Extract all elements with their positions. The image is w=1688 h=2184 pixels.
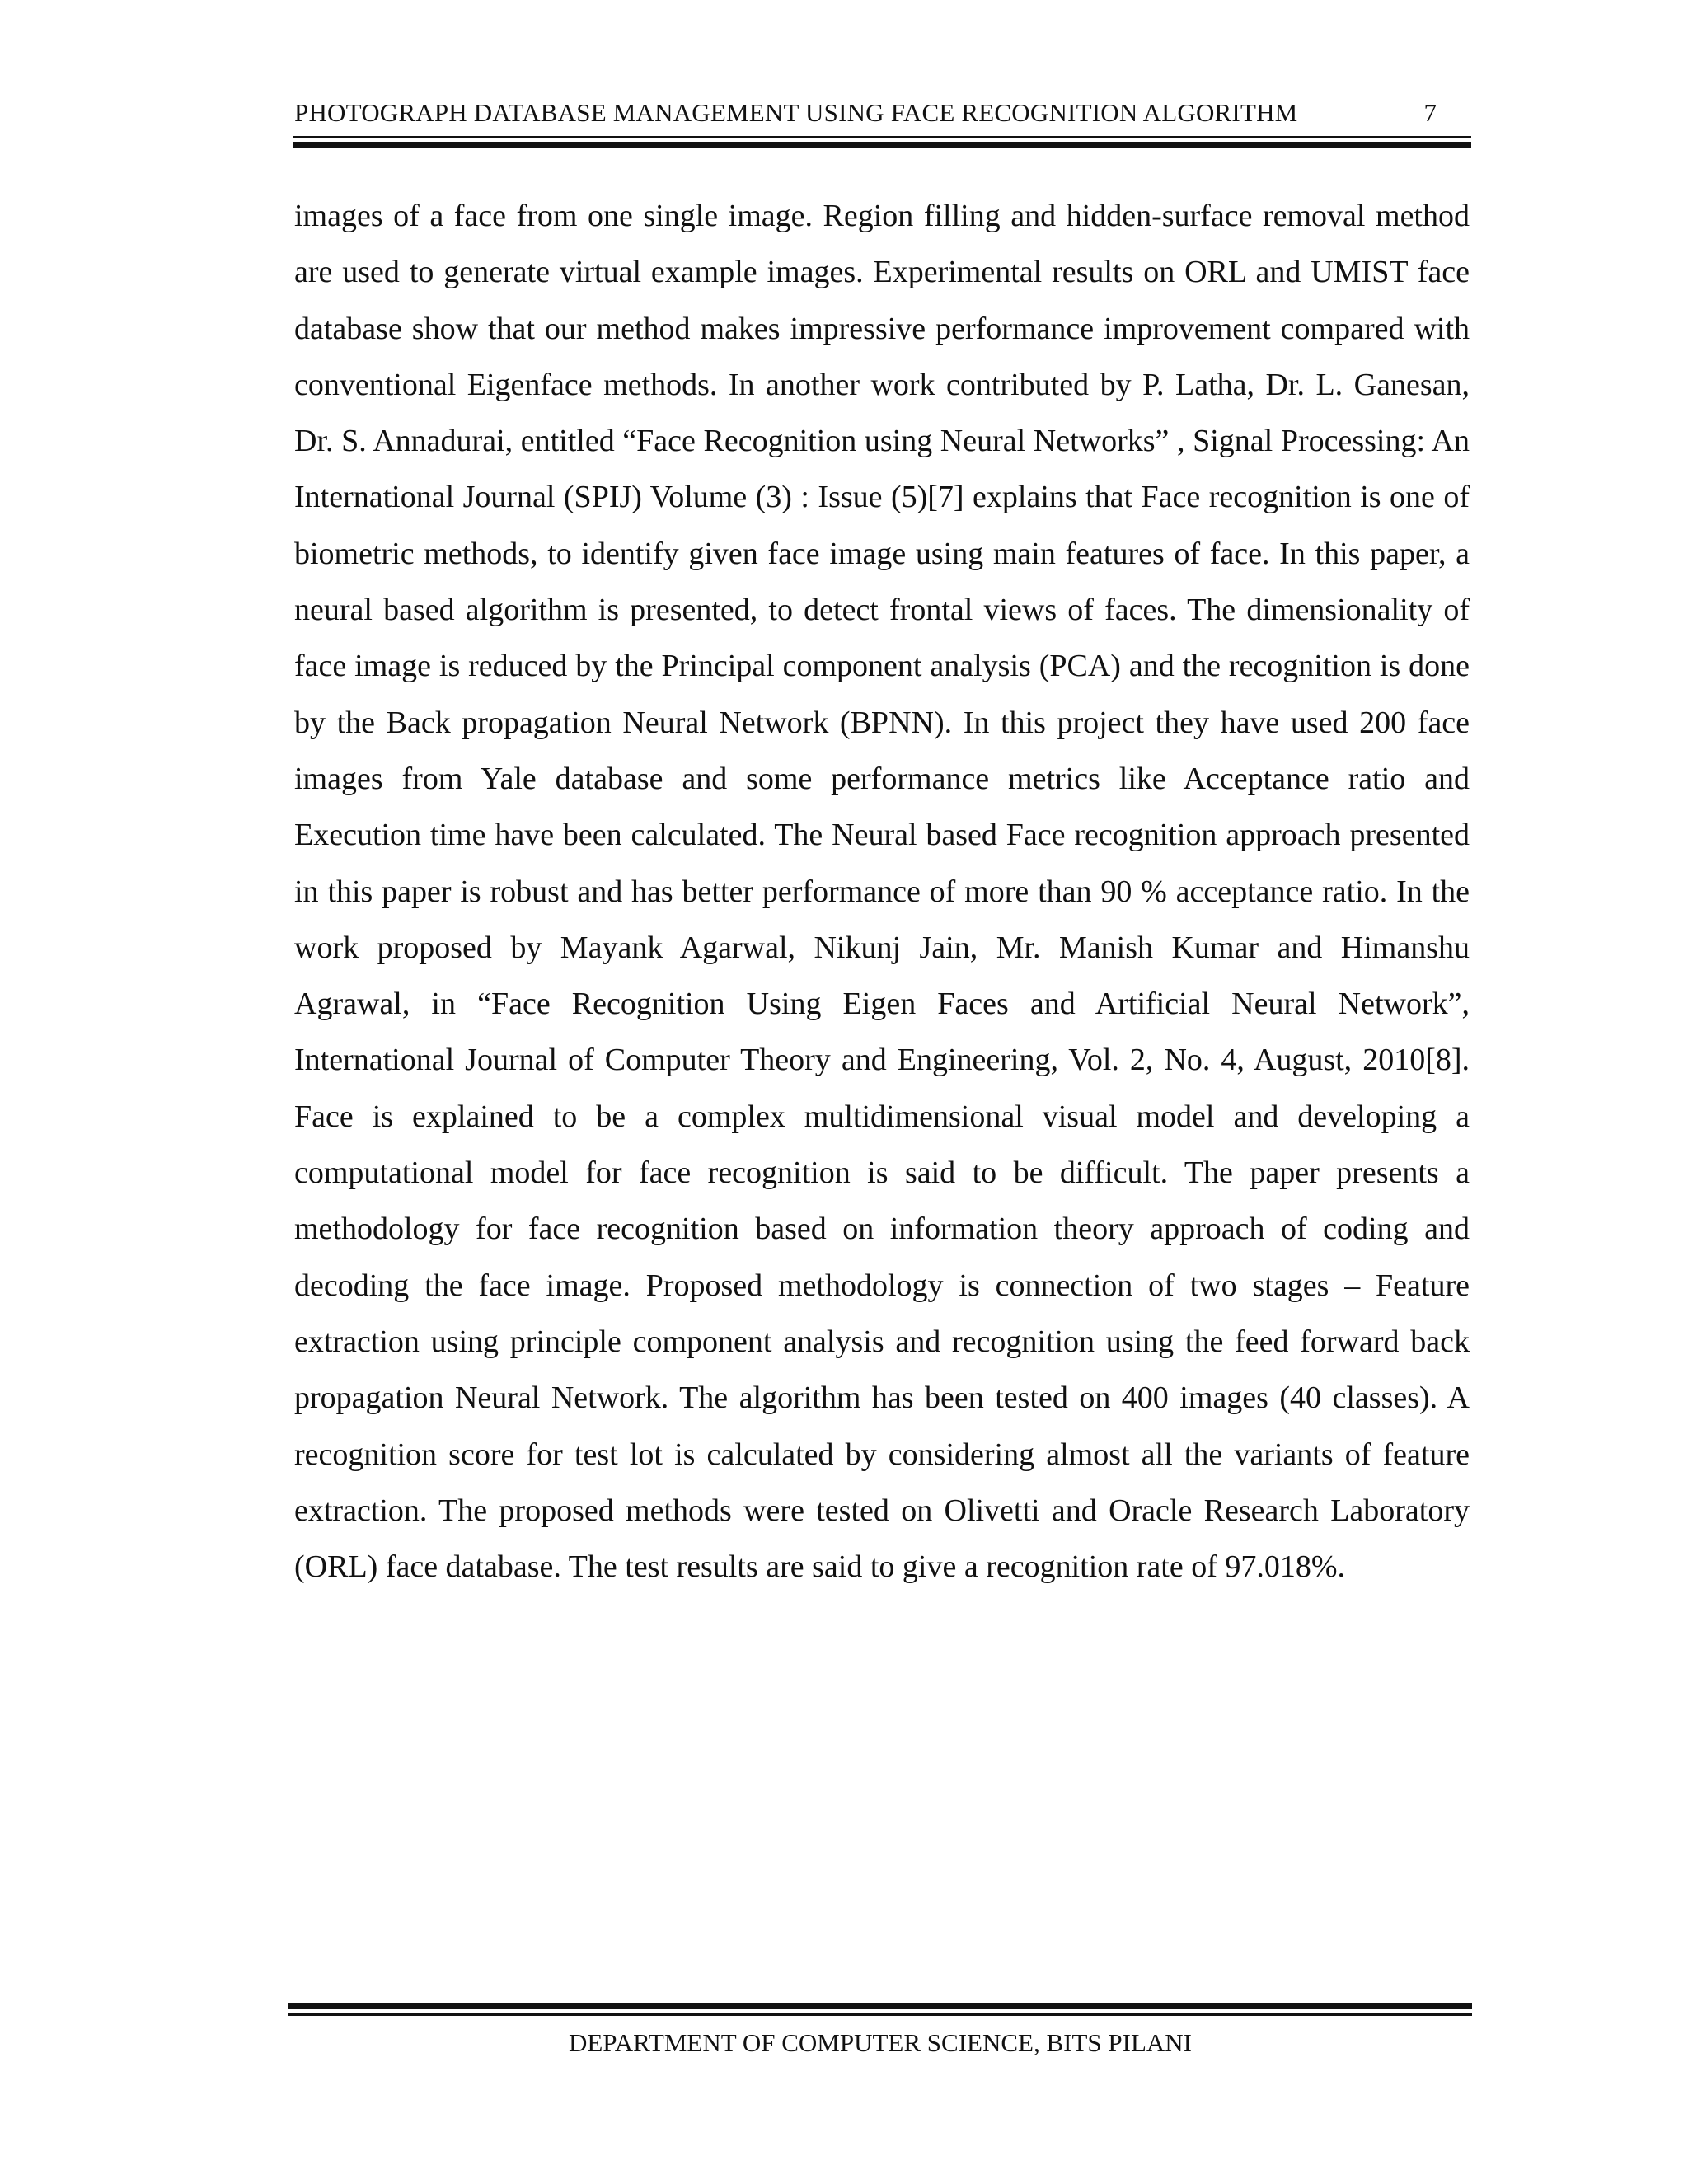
footer-rule-thick bbox=[288, 2003, 1472, 2009]
header-rule-thick bbox=[293, 142, 1471, 148]
page-header bbox=[293, 95, 1471, 144]
body-paragraph: images of a face from one single image. Region filling and hidden-surface removal method are used to generate virtual example images. Experimental results on ORL and UMIST face database show that our method makes impressive performance improvement compared with conventional Eigenface methods. In another work contributed by P. Latha, Dr. L. Ganesan, Dr. S. Annadurai, entitled “Face Recognition using Neural Networks” , Signal Processing: An International Journal (SPIJ) Volume (3) : Issue (5)[7] explains that Face recognition is one of biometric methods, to identify given face image using main features of face. In this paper, a neural based algorithm is presented, to detect frontal views of faces. The dimensionality of face image is reduced by the Principal component analysis (PCA) and the recognition is done by the Back propagation Neural Network (BPNN). In this project they have used 200 face images from Yale database and some performance metrics like Acceptance ratio and Execution time have been calculated. The Neural based Face recognition approach presented in this paper is robust and has better performance of more than 90 % acceptance ratio. In the work proposed by Mayank Agarwal, Nikunj Jain, Mr. Manish Kumar and Himanshu Agrawal, in “Face Recognition Using Eigen Faces and Artificial Neural Network”, International Journal of Computer Theory and Engineering, Vol. 2, No. 4, August, 2010[8]. Face is explained to be a complex multidimensional visual model and developing a computational model for face recognition is said to be difficult. The paper presents a methodology for face recognition based on information theory approach of coding and decoding the face image. Proposed methodology is connection of two stages – Feature extraction using principle component analysis and recognition using the feed forward back propagation Neural Network. The algorithm has been tested on 400 images (40 classes). A recognition score for test lot is calculated by considering almost all the variants of feature extraction. The proposed methods were tested on Olivetti and Oracle Research Laboratory (ORL) face database. The test results are said to give a recognition rate of 97.018%. bbox=[294, 199, 1470, 1585]
footer-department: DEPARTMENT OF COMPUTER SCIENCE, BITS PILANI bbox=[568, 2028, 1192, 2057]
page-number: 7 bbox=[1423, 98, 1437, 127]
page-footer bbox=[288, 2003, 1472, 2069]
running-title: PHOTOGRAPH DATABASE MANAGEMENT USING FACE RECOGNITION ALGORITHM bbox=[294, 98, 1298, 127]
header-rule-thin bbox=[293, 136, 1471, 138]
footer-rule-thin bbox=[288, 2013, 1472, 2016]
